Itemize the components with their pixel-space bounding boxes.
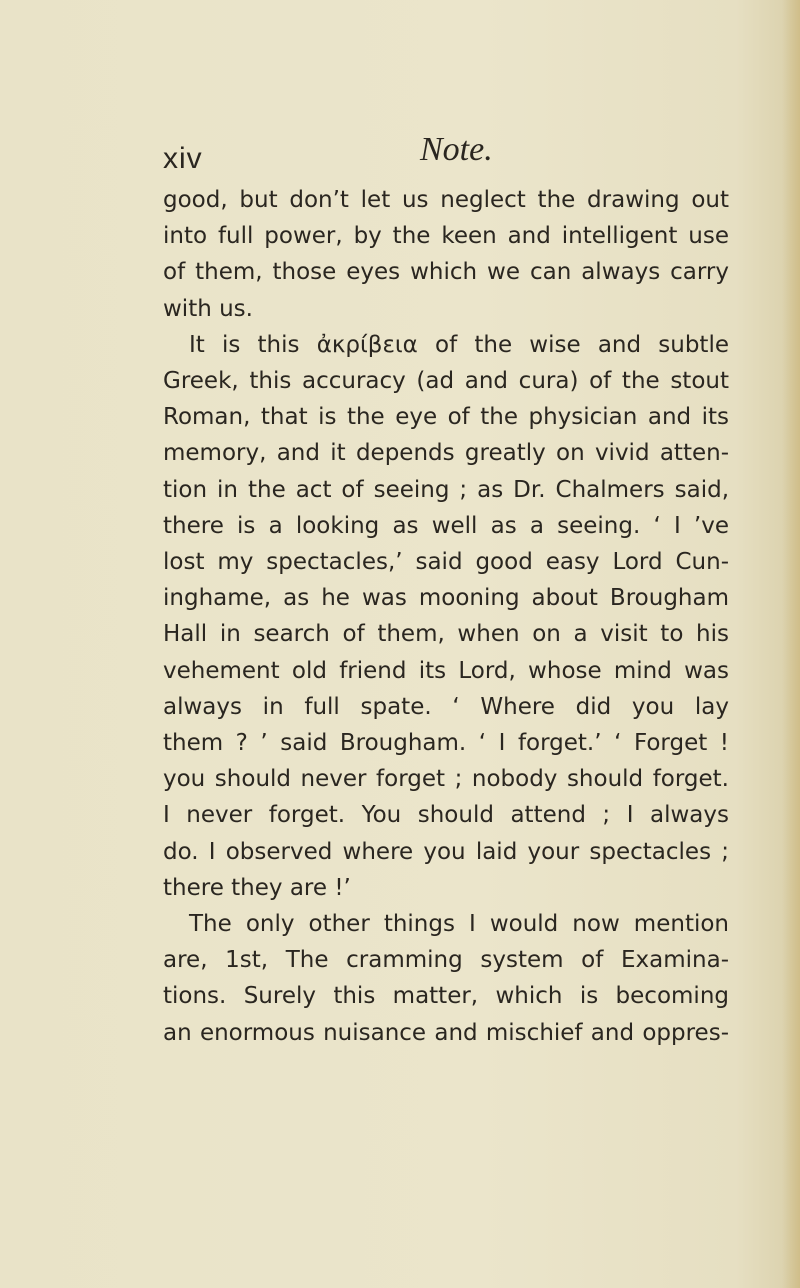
text-line: there is a looking as well as a seeing. ‘ I ’ve — [163, 512, 729, 539]
text-line: with us. — [163, 295, 253, 322]
page-number: xiv — [163, 142, 203, 175]
text-line: are, 1st, The cramming system of Examina- — [163, 947, 729, 974]
text-line: tion in the act of seeing ; as Dr. Chalmers said, — [163, 476, 729, 503]
text-line: you should never forget ; nobody should forget. — [163, 766, 729, 793]
text-line: always in full spate. ‘ Where did you lay — [163, 693, 729, 720]
text-line: I never forget. You should attend ; I always — [163, 802, 729, 829]
text-line: inghame, as he was mooning about Brougham — [163, 585, 729, 612]
text-line: memory, and it depends greatly on vivid atten- — [163, 440, 729, 467]
paragraph-start-line: The only other things I would now mention — [189, 911, 729, 938]
text-line: of them, those eyes which we can always carry — [163, 259, 729, 286]
text-line: there they are !’ — [163, 874, 351, 901]
text-line: tions. Surely this matter, which is becoming — [163, 983, 729, 1010]
text-line: Hall in search of them, when on a visit to his — [163, 621, 729, 648]
text-line: Greek, this accuracy (ad and cura) of the stout — [163, 368, 729, 395]
text-line: them ? ’ said Brougham. ‘ I forget.’ ‘ Forget ! — [163, 730, 729, 757]
running-title: Note. — [420, 131, 493, 168]
body-text — [163, 182, 729, 1051]
text-line: Roman, that is the eye of the physician and its — [163, 404, 729, 431]
text-line: an enormous nuisance and mischief and oppres- — [163, 1019, 729, 1046]
text-line: into full power, by the keen and intelligent use — [163, 223, 729, 250]
page-header — [0, 128, 800, 178]
page-edge-shadow — [782, 0, 800, 1288]
text-line: do. I observed where you laid your spectacles ; — [163, 838, 729, 865]
paragraph-start-line: It is this ἀκρίβεια of the wise and subtle — [189, 331, 729, 358]
text-line: vehement old friend its Lord, whose mind was — [163, 657, 729, 684]
text-line: lost my spectacles,’ said good easy Lord Cun- — [163, 549, 729, 576]
text-line: good, but don’t let us neglect the drawing out — [163, 187, 729, 213]
